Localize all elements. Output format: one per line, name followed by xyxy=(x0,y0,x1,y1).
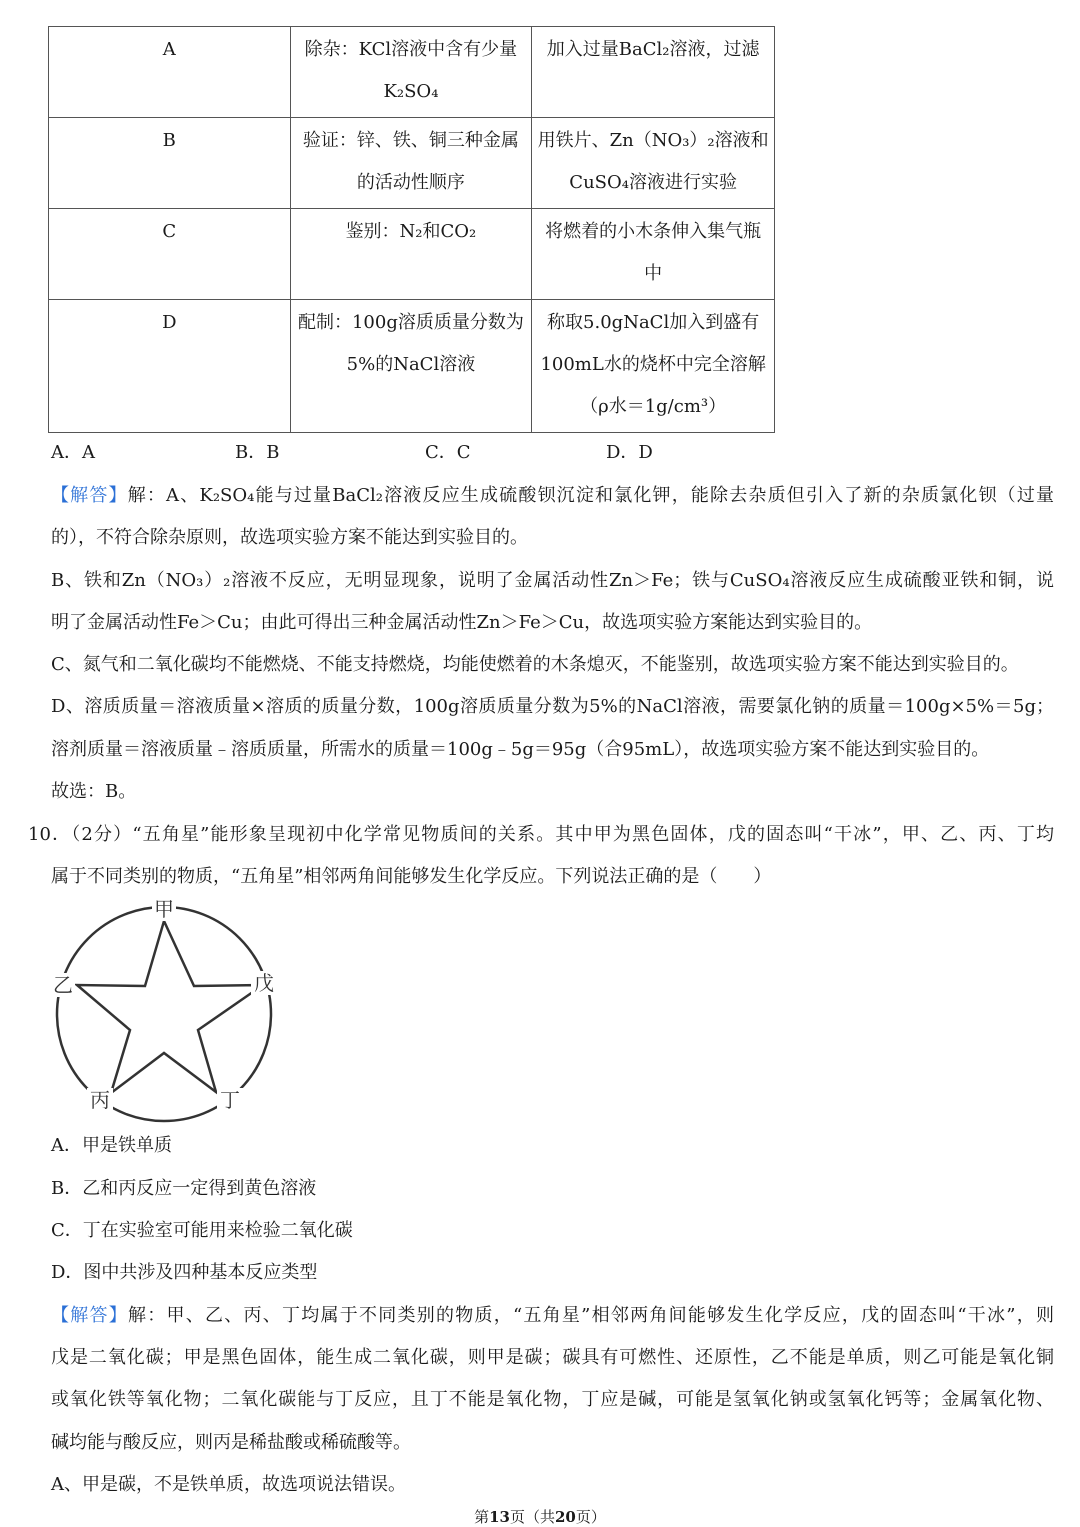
q10-option-d[interactable]: D．图中共涉及四种基本反应类型 xyxy=(51,1262,318,1283)
q9-answer-line: C、氮气和二氧化碳均不能燃烧、不能支持燃烧，均能使燃着的木条熄灭，不能鉴别，故选项实验方案不能达到实验目的。 xyxy=(51,654,1019,675)
label-wu: 戊 xyxy=(254,971,274,995)
q10-stem-line: 属于不同类别的物质，“五角星”相邻两角间能够发生化学反应。下列说法正确的是（ ） xyxy=(51,866,772,887)
option-cell: B xyxy=(49,118,291,209)
q10-answer-line: 戊是二氧化碳；甲是黑色固体，能生成二氧化碳，则甲是碳；碳具有可燃性、还原性，乙不能是单质，则乙可能是氧化铜 xyxy=(51,1347,1054,1368)
page-footer: 第13页（共20页） xyxy=(474,1508,606,1526)
option-cell: A xyxy=(49,27,291,118)
purpose-cell: 鉴别：N₂和CO₂ xyxy=(290,209,532,300)
q9-option-d[interactable]: D．D xyxy=(606,442,653,463)
q9-answer-line: 明了金属活动性Fe＞Cu；由此可得出三种金属活动性Zn＞Fe＞Cu，故选项实验方案能达到实验目的。 xyxy=(51,612,873,633)
table-row xyxy=(49,209,775,300)
purpose-cell: 除杂：KCl溶液中含有少量K₂SO₄ xyxy=(290,27,532,118)
q9-answer-line: 溶剂质量＝溶液质量﹣溶质质量，所需水的质量＝100g﹣5g＝95g（合95mL），故选项实验方案不能达到实验目的。 xyxy=(51,739,990,760)
q9-option-b[interactable]: B．B xyxy=(235,442,280,463)
answer-tag: 【解答】 xyxy=(51,485,128,506)
q9-answer-line: D、溶质质量＝溶液质量×溶质的质量分数，100g溶质质量分数为5%的NaCl溶液，需要氯化钠的质量＝100g×5%＝5g； xyxy=(51,696,1054,717)
label-ding: 丁 xyxy=(220,1088,240,1112)
page-number: 13 xyxy=(489,1508,510,1526)
star-shape xyxy=(77,921,263,1093)
five-pointed-star-figure xyxy=(51,897,277,1123)
q10-option-a[interactable]: A．甲是铁单质 xyxy=(51,1135,172,1156)
purpose-cell: 配制：100g溶质质量分数为5%的NaCl溶液 xyxy=(290,300,532,433)
label-yi: 乙 xyxy=(53,973,73,997)
q9-answer-line: 的），不符合除杂原则，故选项实验方案不能达到实验目的。 xyxy=(51,527,528,548)
label-jia: 甲 xyxy=(154,897,174,921)
method-cell: 将燃着的小木条伸入集气瓶中 xyxy=(532,209,775,300)
q10-answer-line: A、甲是碳，不是铁单质，故选项说法错误。 xyxy=(51,1474,406,1495)
q9-options xyxy=(51,441,751,465)
table-row xyxy=(49,300,775,433)
experiment-table xyxy=(48,26,775,433)
q9-option-c[interactable]: C．C xyxy=(425,442,471,463)
q10-option-c[interactable]: C．丁在实验室可能用来检验二氧化碳 xyxy=(51,1220,353,1241)
method-cell: 用铁片、Zn（NO₃）₂溶液和CuSO₄溶液进行实验 xyxy=(532,118,775,209)
option-cell: C xyxy=(49,209,291,300)
q9-answer-line: 故选：B。 xyxy=(51,781,137,802)
label-bing: 丙 xyxy=(90,1088,110,1112)
q9-answer-line: B、铁和Zn（NO₃）₂溶液不反应，无明显现象，说明了金属活动性Zn＞Fe；铁与CuSO₄溶液反应生成硫酸亚铁和铜，说 xyxy=(51,570,1054,591)
answer-tag: 【解答】 xyxy=(51,1305,128,1326)
q10-stem-line: 10．（2分）“五角星”能形象呈现初中化学常见物质间的关系。其中甲为黑色固体，戊的固态叫“干冰”，甲、乙、丙、丁均 xyxy=(28,824,1054,845)
option-cell: D xyxy=(49,300,291,433)
q10-answer-line: 【解答】解：甲、乙、丙、丁均属于不同类别的物质，“五角星”相邻两角间能够发生化学反应，戊的固态叫“干冰”，则 xyxy=(51,1305,1054,1326)
q9-option-a[interactable]: A．A xyxy=(51,442,95,463)
q10-answer-line: 或氧化铁等氧化物；二氧化碳能与丁反应，且丁不能是氧化物，丁应是碱，可能是氢氧化钠或氢氧化钙等；金属氧化物、 xyxy=(51,1389,1054,1410)
table-row xyxy=(49,27,775,118)
table-row xyxy=(49,118,775,209)
q10-option-b[interactable]: B．乙和丙反应一定得到黄色溶液 xyxy=(51,1178,317,1199)
method-cell: 加入过量BaCl₂溶液，过滤 xyxy=(532,27,775,118)
q9-answer-line: 【解答】解：A、K₂SO₄能与过量BaCl₂溶液反应生成硫酸钡沉淀和氯化钾，能除去杂质但引入了新的杂质氯化钡（过量 xyxy=(51,485,1055,506)
purpose-cell: 验证：锌、铁、铜三种金属的活动性顺序 xyxy=(290,118,532,209)
method-cell: 称取5.0gNaCl加入到盛有100mL水的烧杯中完全溶解（ρ水＝1g/cm³） xyxy=(532,300,775,433)
total-pages: 20 xyxy=(555,1508,576,1526)
q10-answer-line: 碱均能与酸反应，则丙是稀盐酸或稀硫酸等。 xyxy=(51,1432,411,1453)
